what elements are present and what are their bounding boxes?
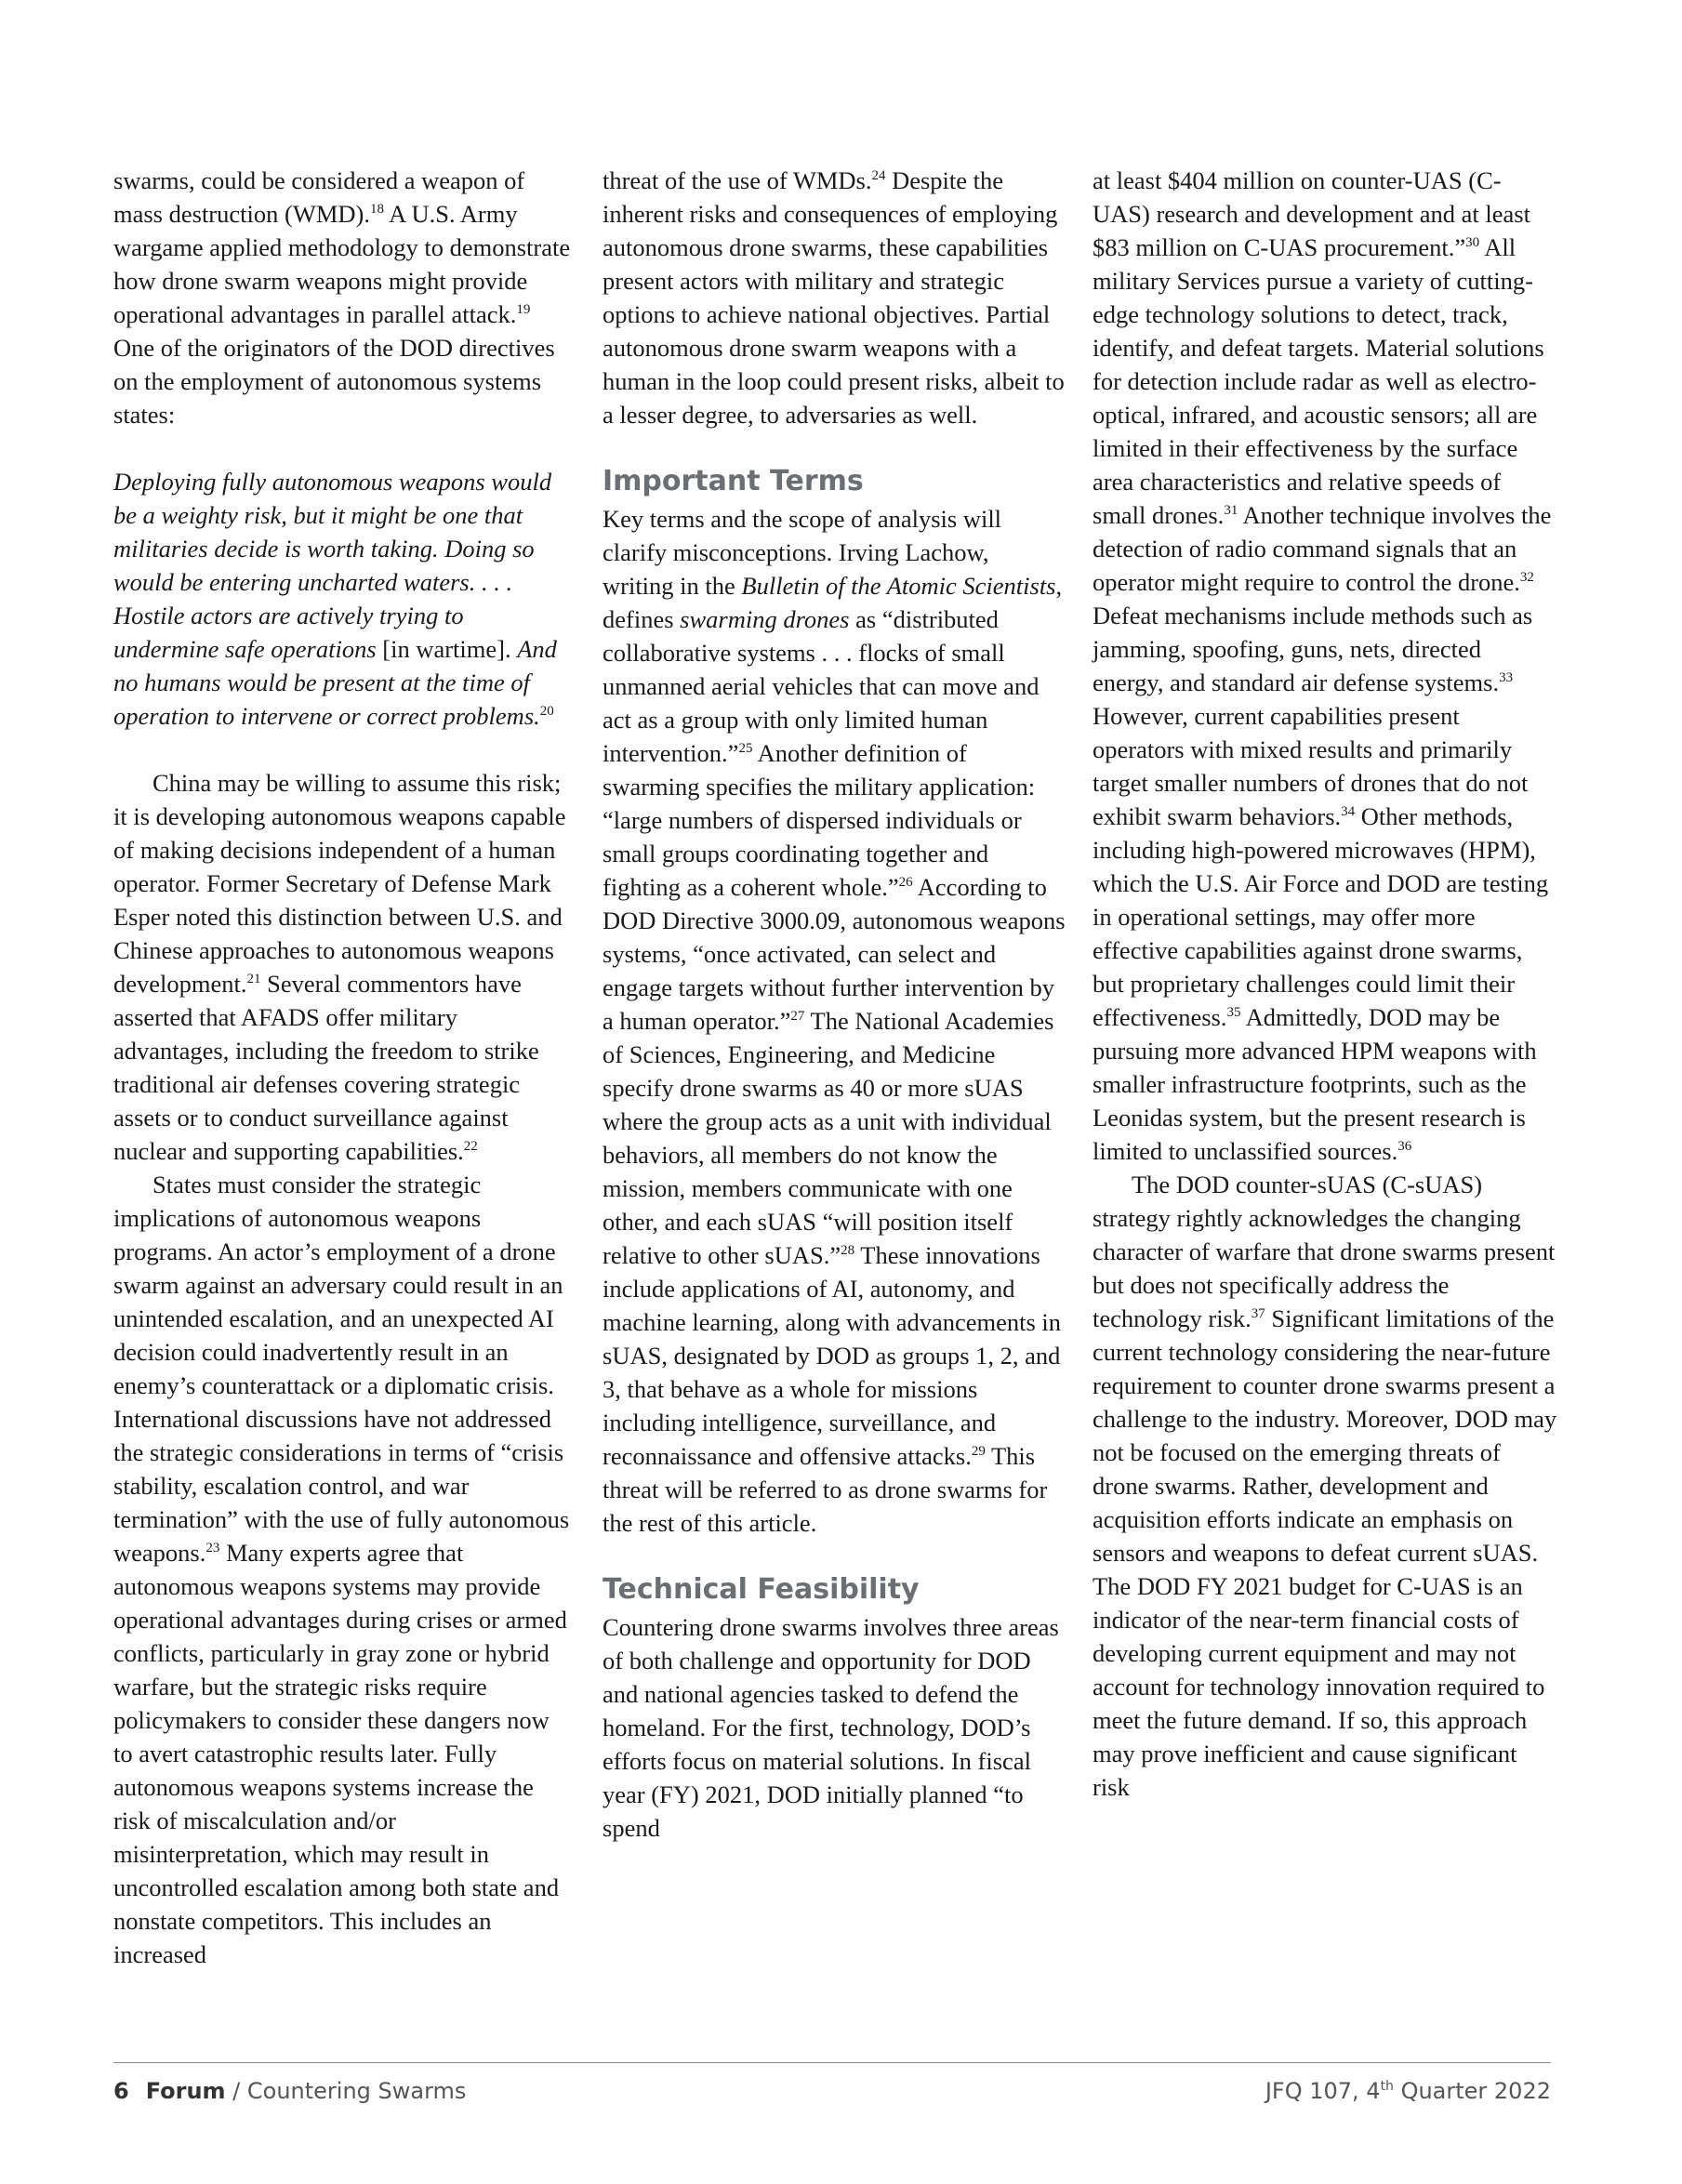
footnote-ref[interactable]: 24 [871, 168, 886, 183]
footnote-ref[interactable]: 36 [1397, 1139, 1412, 1154]
section-heading-technical-feasibility: Technical Feasibility [603, 1573, 920, 1606]
footer-divider [113, 2062, 1551, 2063]
footnote-ref[interactable]: 18 [370, 202, 384, 217]
paragraph: Countering drone swarms involves three areas of both challenge and opportunity for DOD and national agencies tasked to defend the homeland. For the first, technology, DOD’s efforts focus on material solutions. In fiscal year (FY) 2021, DOD initially planned “to spend [603, 1613, 1059, 1842]
paragraph: threat of the use of WMDs.$^{24}$ Despite the inherent risks and consequences of employing autonomous drone swarms, these capabilities present actors with military and strategic options to achieve national objectives. Partial autonomous drone swarm weapons with a human in the loop could present risks, albeit to a lesser degree, to adversaries as well. [603, 166, 1065, 429]
footnote-ref[interactable]: 25 [738, 741, 753, 756]
footnote-ref[interactable]: 33 [1499, 670, 1514, 685]
footnote-ref[interactable]: 34 [1341, 804, 1356, 819]
paragraph: The DOD counter-sUAS (C-sUAS) strategy rightly acknowledges the changing character of warfare that drone swarms present but does not specifically address the technology risk.$^{37}$ Significant limitations of the current technology considering the near-future requirement to counter drone swarms present a challenge to the industry. Moreover, DOD may not be focused on the emerging threats of drone swarms. Rather, development and acquisition efforts indicate an emphasis on sensors and weapons to defeat current sUAS. The DOD FY 2021 budget for C-UAS is an indicator of the near-term financial costs of developing current equipment and may not account for technology innovation required to meet the future demand. If so, this approach may prove inefficient and cause significant risk [1093, 1171, 1557, 1801]
paragraph: swarms, could be considered a weapon of mass destruction (WMD).$^{18}$ A U.S. Army wargame applied methodology to demonstrate how drone swarm weapons might provide operational advantages in parallel attack.$^{19}$ One of the originators of the DOD directives on the employment of autonomous systems states: [113, 166, 571, 429]
paragraph: China may be willing to assume this risk; it is developing autonomous weapons capable of making decisions independent of a human operator. Former Secretary of Defense Mark Esper noted this distinction between U.S. and Chinese approaches to autonomous weapons development.$^{21}$ Several commentors have asserted that AFADS offer military advantages, including the freedom to strike traditional air defenses covering strategic assets or to conduct surveillance against nuclear and supporting capabilities.$^{22}$ [113, 769, 566, 1165]
footnote-ref[interactable]: 35 [1226, 1005, 1241, 1020]
section-name: Forum [145, 2078, 226, 2104]
journal-issue: JFQ 107, 4th Quarter 2022 [1265, 2078, 1551, 2104]
paragraph: at least $404 million on counter-UAS (C-UAS) research and development and at least $83 million on C-UAS procurement.”$^{30}$ All military Services pursue a variety of cutting-edge technology solutions to detect, track, identify, and defeat targets. Material solutions for detection include radar as well as electro-optical, infrared, and acoustic sensors; all are limited in their effectiveness by the surface area characteristics and relative speeds of small drones.$^{31}$ Another technique involves the detection of radio command signals that an operator might require to control the drone.$^{32}$ Defeat mechanisms include methods such as jamming, spoofing, guns, nets, directed energy, and standard air defense systems.$^{33}$ However, current capabilities present operators with mixed results and primarily target smaller numbers of drones that do not exhibit swarm behaviors.$^{34}$ Other methods, including high-powered microwaves (HPM), which the U.S. Air Force and DOD are testing in operational settings, may offer more effective capabilities against drone swarms, but proprietary challenges could limit their effectiveness.$^{35}$ Admittedly, DOD may be pursuing more advanced HPM weapons with smaller infrastructure footprints, such as the Leonidas system, but the present research is limited to unclassified sources.$^{36}$ [1093, 166, 1552, 1165]
footnote-ref[interactable]: 28 [841, 1243, 855, 1258]
footnote-ref[interactable]: 27 [790, 1009, 805, 1024]
paragraph: States must consider the strategic implications of autonomous weapons programs. An actor’s employment of a drone swarm against an adversary could result in an unintended escalation, and an unexpected AI decision could inadvertently result in an enemy’s counterattack or a diplomatic crisis. International discussions have not addressed the strategic considerations in terms of “crisis stability, escalation control, and war termination” with the use of fully autonomous weapons.$^{23}$ Many experts agree that autonomous weapons systems may provide operational advantages during crises or armed conflicts, particularly in gray zone or hybrid warfare, but the strategic risks require policymakers to consider these dangers now to avert catastrophic results later. Fully autonomous weapons systems increase the risk of miscalculation and/or misinterpretation, which may result in uncontrolled escalation among both state and nonstate competitors. This includes an increased [113, 1171, 570, 1968]
footnote-ref[interactable]: 29 [971, 1444, 986, 1459]
separator: / [225, 2078, 247, 2104]
footnote-ref[interactable]: 23 [205, 1541, 220, 1555]
page-number: 6 [113, 2078, 129, 2104]
block-quote: Deploying fully autonomous weapons would be a weighty risk, but it might be one that militaries decide is worth taking. Doing so would be entering uncharted waters. . . . Hostile actors are actively trying to undermine safe operations [in wartime]. And no humans would be present at the time of operation to intervene or correct problems.$^{20}$ [113, 468, 557, 730]
article-title: Countering Swarms [246, 2078, 467, 2104]
footnote-ref[interactable]: 37 [1251, 1306, 1265, 1321]
column-3 [1093, 164, 1557, 1804]
footnote-ref[interactable]: 26 [898, 875, 913, 890]
footnote-ref[interactable]: 20 [539, 704, 554, 719]
column-1 [113, 164, 574, 1971]
paragraph: Key terms and the scope of analysis will clarify misconceptions. Irving Lachow, writing in the Bulletin of the Atomic Scientists, defines swarming drones as “distributed collaborative systems . . . flocks of small unmanned aerial vehicles that can move and act as a group with only limited human intervention.”$^{25}$ Another definition of swarming specifies the military application: “large numbers of dispersed individuals or small groups coordinating together and fighting as a coherent whole.”$^{26}$ According to DOD Directive 3000.09, autonomous weapons systems, “once activated, can select and engage targets without further intervention by a human operator.”$^{27}$ The National Academies of Sciences, Engineering, and Medicine specify drone swarms as 40 or more sUAS where the group acts as a unit with individual behaviors, all members do not know the mission, members communicate with one other, and each sUAS “will position itself relative to other sUAS.”$^{28}$ These innovations include applications of AI, autonomy, and machine learning, along with advancements in sUAS, designated by DOD as groups 1, 2, and 3, that behave as a whole for missions including intelligence, surveillance, and reconnaissance and offensive attacks.$^{29}$ This threat will be referred to as drone swarms for the rest of this article. [603, 505, 1066, 1537]
footnote-ref[interactable]: 31 [1224, 503, 1238, 518]
column-2 [603, 164, 1066, 1845]
footnote-ref[interactable]: 30 [1465, 235, 1480, 250]
footnote-ref[interactable]: 21 [246, 972, 261, 986]
section-heading-important-terms: Important Terms [603, 465, 864, 497]
footer-left [113, 2075, 466, 2107]
footnote-ref[interactable]: 22 [463, 1139, 478, 1154]
footnote-ref[interactable]: 32 [1519, 570, 1534, 585]
footnote-ref[interactable]: 19 [516, 302, 531, 317]
